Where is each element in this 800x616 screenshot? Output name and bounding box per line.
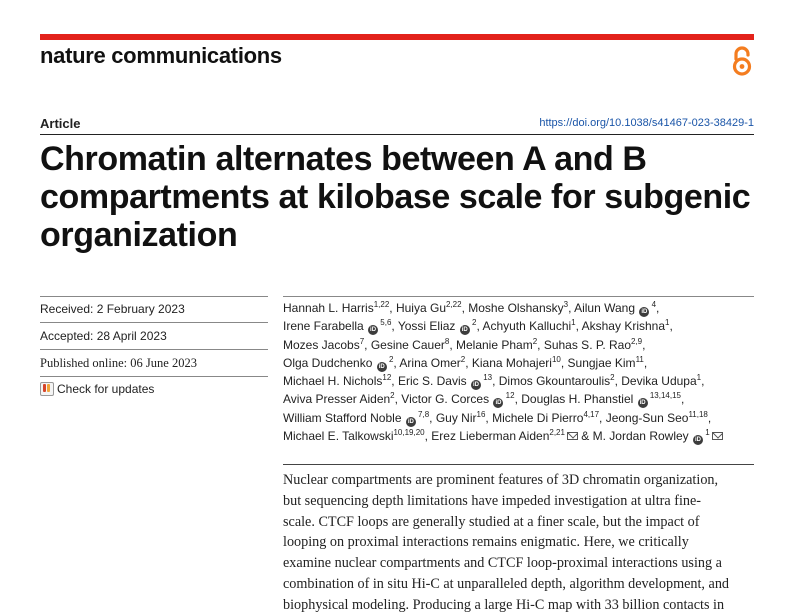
article-type-label: Article — [40, 116, 81, 131]
orcid-icon[interactable]: iD — [495, 400, 502, 407]
affiliation-superscript: 12 — [503, 391, 515, 401]
abstract-line: but sequencing depth limitations have impeded investigation at ultra fine- — [283, 492, 702, 509]
author-text: , Kiana Mohajeri — [465, 355, 552, 370]
meta-divider — [40, 322, 268, 323]
affiliation-superscript: 11,18 — [688, 409, 708, 419]
abstract-divider — [283, 464, 754, 465]
author-line — [283, 299, 763, 317]
abstract-line: scale. CTCF loops are generally studied at a finer scale, but the impact of — [283, 513, 700, 530]
affiliation-superscript: 3 — [563, 300, 569, 309]
author-line — [283, 317, 763, 335]
affiliation-superscript: 2,22 — [446, 300, 462, 309]
orcid-icon[interactable]: iD — [370, 327, 377, 334]
author-text: , Huiya Gu — [389, 301, 446, 315]
author-text: , — [656, 301, 660, 315]
affiliation-superscript: 13 — [480, 373, 493, 383]
author-text: Olga Dudchenko — [283, 355, 376, 370]
email-icon[interactable] — [712, 432, 723, 440]
author-text: , Gesine Cauer — [364, 337, 445, 352]
author-text: , Dimos Gkountaroulis — [492, 374, 611, 389]
author-text: , Jeong-Sun Seo — [599, 410, 689, 425]
header-rule — [40, 34, 754, 40]
orcid-icon[interactable]: iD — [695, 437, 701, 444]
meta-divider — [40, 296, 268, 297]
authors-divider — [283, 296, 754, 297]
author-text: , Douglas H. Phanstiel — [514, 392, 637, 407]
author-text: , Devika Udupa — [614, 374, 697, 389]
author-text: , Yossi Eliaz — [391, 319, 459, 334]
affiliation-superscript: 1 — [571, 318, 576, 328]
title-line: compartments at kilobase scale for subgenic — [40, 178, 751, 216]
affiliation-superscript: 5,6 — [378, 318, 392, 328]
author-text: , Guy Nir — [429, 410, 477, 425]
affiliation-superscript: 8 — [444, 336, 450, 346]
abstract-line: combination of in situ Hi-C at unparalleled depth, algorithm development, and — [283, 575, 730, 592]
affiliation-superscript: 1 — [696, 373, 702, 383]
affiliation-superscript: 10,19,20 — [393, 428, 425, 438]
author-text: , — [642, 337, 646, 352]
author-text: , Eric S. Davis — [391, 374, 470, 389]
author-text: Michael E. Talkowski — [283, 429, 394, 444]
author-text: , — [669, 319, 673, 334]
affiliation-superscript: 2 — [386, 354, 394, 364]
title-line: Chromatin alternates between A and B — [40, 140, 647, 178]
author-line — [283, 409, 763, 427]
author-line — [283, 427, 763, 445]
article-title — [40, 140, 760, 254]
abstract-line: biophysical modeling. Producing a large Hi-C map with 33 billion contacts in — [283, 596, 725, 613]
orcid-icon[interactable]: iD — [639, 400, 646, 407]
meta-divider — [40, 349, 268, 350]
author-list — [283, 299, 763, 445]
author-text: , — [707, 410, 712, 425]
affiliation-superscript: 4 — [649, 300, 657, 309]
affiliation-superscript: 13,14,15 — [647, 391, 681, 401]
received-date: Received: 2 February 2023 — [40, 302, 185, 316]
author-text: , — [643, 355, 648, 370]
author-line — [283, 354, 763, 372]
meta-divider — [40, 376, 268, 377]
author-text: & M. Jordan Rowley — [577, 429, 692, 444]
abstract-line: examine nuclear compartments and CTCF loop-proximal interactions using a — [283, 555, 722, 572]
affiliation-superscript: 16 — [476, 409, 486, 419]
title-line: organization — [40, 216, 238, 254]
doi-link[interactable]: https://doi.org/10.1038/s41467-023-38429-1 — [539, 117, 754, 129]
affiliation-superscript: 1 — [665, 318, 670, 328]
author-text: , Achyuth Kalluchi — [476, 319, 572, 334]
author-text: Michael H. Nichols — [283, 374, 383, 389]
author-text: , Victor G. Corces — [394, 392, 493, 407]
author-text: , Suhas S. P. Rao — [537, 337, 631, 352]
affiliation-superscript: 2 — [469, 318, 477, 328]
accepted-date: Accepted: 28 April 2023 — [40, 329, 167, 343]
author-text: Irene Farabella — [283, 319, 368, 334]
author-text: , Akshay Krishna — [575, 319, 666, 334]
author-text: , — [701, 374, 705, 389]
affiliation-superscript: 12 — [382, 373, 392, 383]
author-line — [283, 336, 763, 354]
author-text: Aviva Presser Aiden — [283, 392, 391, 407]
abstract-line: looping on proximal interactions remains enigmatic. Here, we critically — [283, 534, 689, 551]
author-text: Hannah L. Harris — [283, 301, 374, 315]
affiliation-superscript: 1,22 — [373, 300, 390, 309]
affiliation-superscript: 2,21 — [549, 428, 565, 438]
author-text: , Melanie Pham — [449, 337, 533, 352]
affiliation-superscript: 2 — [610, 373, 615, 383]
title-divider — [40, 134, 754, 135]
abstract — [283, 470, 763, 616]
author-text: , — [681, 392, 685, 407]
author-text: , Erez Lieberman Aiden — [424, 429, 550, 444]
author-text: William Stafford Noble — [283, 410, 405, 425]
author-text: , Arina Omer — [393, 355, 461, 370]
author-text: Mozes Jacobs — [283, 337, 360, 352]
affiliation-superscript: 2 — [532, 336, 538, 346]
email-icon[interactable] — [567, 432, 578, 440]
author-line — [283, 390, 763, 408]
orcid-icon[interactable]: iD — [472, 382, 479, 389]
abstract-line: Nuclear compartments are prominent features of 3D chromatin organization, — [283, 472, 719, 488]
author-text: , Michele Di Pierro — [485, 410, 584, 425]
orcid-icon[interactable]: iD — [378, 363, 385, 370]
affiliation-superscript: 11 — [635, 354, 644, 364]
check-for-updates-icon — [40, 382, 54, 396]
orcid-icon[interactable]: iD — [461, 327, 468, 334]
author-line — [283, 372, 763, 390]
affiliation-superscript: 4,17 — [583, 409, 600, 419]
author-text: , Ailun Wang — [568, 301, 639, 315]
orcid-icon[interactable]: iD — [407, 418, 414, 425]
affiliation-superscript: 2 — [390, 391, 395, 401]
affiliation-superscript: 10 — [551, 354, 561, 364]
affiliation-superscript: 2,9 — [631, 336, 643, 346]
affiliation-superscript: 7,8 — [415, 409, 430, 419]
affiliation-superscript: 2 — [460, 354, 466, 364]
affiliation-superscript: 7 — [359, 336, 365, 346]
check-for-updates-label: Check for updates — [57, 382, 155, 396]
check-for-updates-button[interactable] — [40, 382, 154, 396]
open-access-icon — [729, 44, 755, 76]
published-date: Published online: 06 June 2023 — [40, 356, 197, 370]
author-text: , Sungjae Kim — [560, 355, 636, 370]
affiliation-superscript: 1 — [703, 428, 710, 438]
journal-name[interactable]: nature communications — [40, 43, 282, 68]
author-text: , Moshe Olshansky — [461, 301, 564, 315]
orcid-icon[interactable]: iD — [641, 309, 648, 315]
